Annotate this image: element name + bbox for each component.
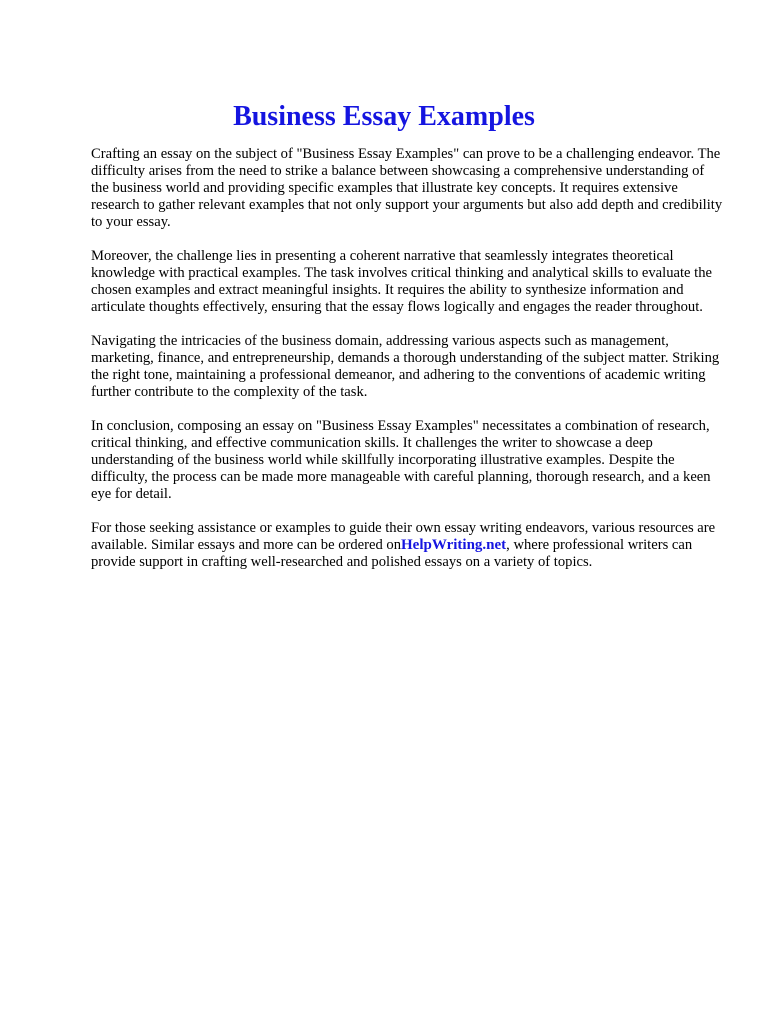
closing-text-after-link: , where professional writers can provide support in crafting well-researched and polished essays on a variety of topics. bbox=[91, 537, 693, 570]
closing-text-before-link: For those seeking assistance or examples to guide their own essay writing endeavors, various resources are available. Similar essays and more can be ordered on bbox=[91, 520, 716, 553]
paragraph-intro: Crafting an essay on the subject of "Business Essay Examples" can prove to be a challenging endeavor. The difficulty arises from the need to strike a balance between showcasing a comprehensive understanding of the business world and providing specific examples that illustrate key concepts. It requires extensive research to gather relevant examples that not only support your arguments but also add depth and credibility to your essay. bbox=[91, 146, 723, 230]
paragraph-closing bbox=[91, 520, 723, 571]
document-body bbox=[91, 146, 723, 588]
paragraph-navigating: Navigating the intricacies of the business domain, addressing various aspects such as management, marketing, finance, and entrepreneurship, demands a thorough understanding of the subject matter. Striking the right tone, maintaining a professional demeanor, and adhering to the conventions of academic writing further contribute to the complexity of the task. bbox=[91, 333, 720, 400]
document-title: Business Essay Examples bbox=[233, 100, 535, 132]
paragraph-conclusion: In conclusion, composing an essay on "Business Essay Examples" necessitates a combination of research, critical thinking, and effective communication skills. It challenges the writer to showcase a deep understanding of the business world while skillfully incorporating illustrative examples. Despite the difficulty, the process can be made more manageable with careful planning, thorough research, and a keen eye for detail. bbox=[91, 418, 711, 502]
paragraph-challenge: Moreover, the challenge lies in presenting a coherent narrative that seamlessly integrates theoretical knowledge with practical examples. The task involves critical thinking and analytical skills to evaluate the chosen examples and extract meaningful insights. It requires the ability to synthesize information and articulate thoughts effectively, ensuring that the essay flows logically and engages the reader throughout. bbox=[91, 248, 712, 315]
helpwriting-link[interactable]: HelpWriting.net bbox=[401, 537, 507, 553]
